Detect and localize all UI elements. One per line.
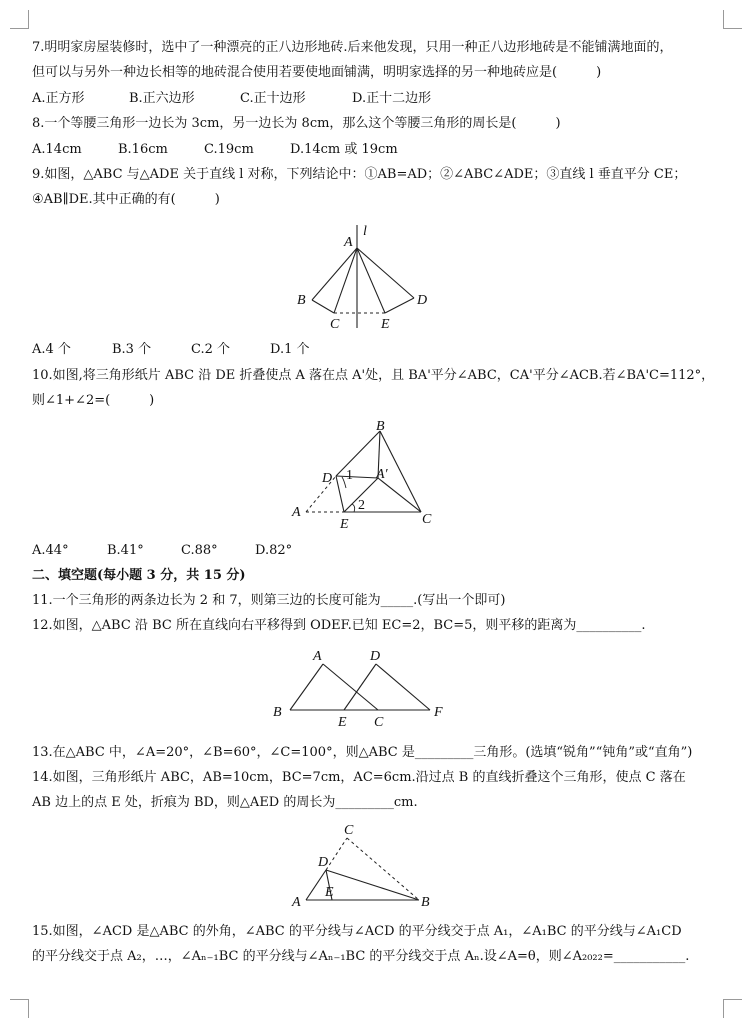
q8-option-c: C.19cm — [204, 142, 254, 157]
q14-text-line2: AB 边上的点 E 处，折痕为 BD，则△AED 的周长为_________cm. — [32, 795, 418, 810]
q14-text-line1: 14.如图，三角形纸片 ABC，AB=10cm，BC=7cm，AC=6cm.沿过点 B 的直线折叠这个三角形，使点 C 落在 — [32, 770, 686, 785]
q10-option-d: D.82° — [255, 543, 293, 558]
crop-mark-bottom-left — [10, 999, 29, 1018]
q7-text-line1: 7.明明家房屋装修时，选中了一种漂亮的正八边形地砖.后来他发现，只用一种正八边形地砖是不能铺满地面的， — [32, 40, 673, 55]
q10-seg-a-prime-c — [378, 478, 421, 512]
q10-label-1: 1 — [346, 468, 353, 483]
q10-label-b: B — [376, 419, 385, 434]
q10-option-c: C.88° — [181, 543, 218, 558]
q12-label-f: F — [434, 705, 443, 720]
q14-label-d: D — [318, 855, 329, 870]
q12-label-c: C — [374, 715, 384, 730]
q15-text-line2: 的平分线交于点 A₂，…，∠Aₙ₋₁BC 的平分线与∠Aₙ₋₁BC 的平分线交于点 Aₙ.设∠A=θ，则∠A₂₀₂₂=___________. — [32, 949, 690, 964]
q8-option-b: B.16cm — [118, 142, 168, 157]
q8-option-a: A.14cm — [32, 142, 82, 157]
section-2-title: 二、填空题(每小题 3 分，共 15 分) — [32, 568, 246, 583]
q10-label-a-prime: A′ — [376, 467, 388, 482]
q12-seg-ba — [290, 664, 323, 710]
q14-figure — [284, 820, 444, 915]
q9-option-c: C.2 个 — [191, 342, 231, 357]
q10-label-c: C — [422, 512, 432, 527]
q9-seg-ab — [312, 248, 357, 300]
q12-text-line1: 12.如图，△ABC 沿 BC 所在直线向右平移得到 ODEF.已知 EC=2，BC=5，则平移的距离为__________. — [32, 618, 646, 633]
q7-option-b: B.正六边形 — [129, 91, 195, 106]
q10-label-e: E — [340, 517, 349, 532]
q7-text-line2: 但可以与另外一种边长相等的地砖混合使用若要使地面铺满，明明家选择的另一种地砖应是( ) — [32, 65, 602, 80]
q10-figure — [286, 416, 446, 536]
q12-figure — [268, 642, 458, 732]
q14-seg-dc-dashed — [326, 838, 347, 870]
q7-option-c: C.正十边形 — [240, 91, 306, 106]
q9-label-d: D — [417, 293, 428, 308]
q9-label-e: E — [381, 317, 390, 332]
q9-figure — [292, 220, 442, 335]
q11-text-line1: 11.一个三角形的两条边长为 2 和 7，则第三边的长度可能为_____.(写出一个即可) — [32, 593, 506, 608]
q8-option-d: D.14cm 或 19cm — [290, 142, 398, 157]
q14-seg-cb-dashed — [347, 838, 419, 900]
q10-option-b: B.41° — [107, 543, 144, 558]
q8-options — [32, 140, 398, 160]
crop-mark-top-right — [723, 10, 742, 29]
q10-label-d: D — [322, 471, 333, 486]
q12-label-e: E — [338, 715, 347, 730]
q12-label-a: A — [313, 649, 322, 664]
q10-option-a: A.44° — [32, 543, 69, 558]
q12-seg-ed — [344, 664, 376, 710]
crop-mark-bottom-right — [723, 999, 742, 1018]
q7-option-d: D.正十二边形 — [352, 91, 432, 106]
q9-seg-bc — [312, 300, 334, 313]
q14-label-e: E — [325, 885, 334, 900]
q9-text-line2: ④AB∥DE.其中正确的有( ) — [32, 192, 220, 207]
q10-options — [32, 541, 292, 561]
q14-seg-db-crease — [326, 870, 419, 900]
crop-mark-top-left — [10, 10, 29, 29]
q9-options — [32, 340, 310, 360]
q13-text-line1: 13.在△ABC 中，∠A=20°，∠B=60°，∠C=100°，则△ABC 是_________三角形。(选填“锐角”“钝角”或“直角”) — [32, 745, 693, 760]
q10-label-a: A — [292, 505, 301, 520]
q9-option-d: D.1 个 — [270, 342, 310, 357]
q14-label-b: B — [421, 895, 430, 910]
q10-seg-de — [336, 476, 344, 512]
q12-label-d: D — [370, 649, 381, 664]
q12-seg-df — [376, 664, 430, 710]
q10-text-line1: 10.如图,将三角形纸片 ABC 沿 DE 折叠使点 A 落在点 A'处，且 BA'平分∠ABC，CA'平分∠ACB.若∠BA'C=112°， — [32, 368, 715, 383]
q14-label-c: C — [344, 823, 354, 838]
q7-options — [32, 89, 431, 109]
q10-angle-2-arc — [352, 504, 355, 512]
q10-text-line2: 则∠1+∠2=( ) — [32, 393, 155, 408]
q9-seg-ae — [357, 248, 385, 313]
q14-label-a: A — [292, 895, 301, 910]
q9-label-l: l — [363, 224, 367, 239]
q9-seg-ad — [357, 248, 414, 298]
q9-option-b: B.3 个 — [112, 342, 152, 357]
q9-seg-ac — [334, 248, 357, 313]
q7-option-a: A.正方形 — [32, 91, 85, 106]
q9-label-c: C — [330, 317, 340, 332]
q12-seg-ac — [323, 664, 378, 710]
q9-text-line1: 9.如图，△ABC 与△ADE 关于直线 l 对称，下列结论中：①AB=AD；②∠ABC∠ADE；③直线 l 垂直平分 CE； — [32, 167, 687, 182]
q9-option-a: A.4 个 — [32, 342, 71, 357]
q12-label-b: B — [273, 705, 282, 720]
q9-seg-de — [385, 298, 414, 313]
q8-text-line1: 8.一个等腰三角形一边长为 3cm，另一边长为 8cm，那么这个等腰三角形的周长是( ) — [32, 116, 561, 131]
q14-seg-ad — [306, 870, 326, 900]
q9-label-a: A — [344, 235, 353, 250]
q10-label-2: 2 — [358, 498, 365, 513]
q15-text-line1: 15.如图，∠ACD 是△ABC 的外角，∠ABC 的平分线与∠ACD 的平分线交于点 A₁，∠A₁BC 的平分线与∠A₁CD — [32, 924, 682, 939]
q9-label-b: B — [297, 293, 306, 308]
q10-seg-bd — [336, 431, 380, 476]
